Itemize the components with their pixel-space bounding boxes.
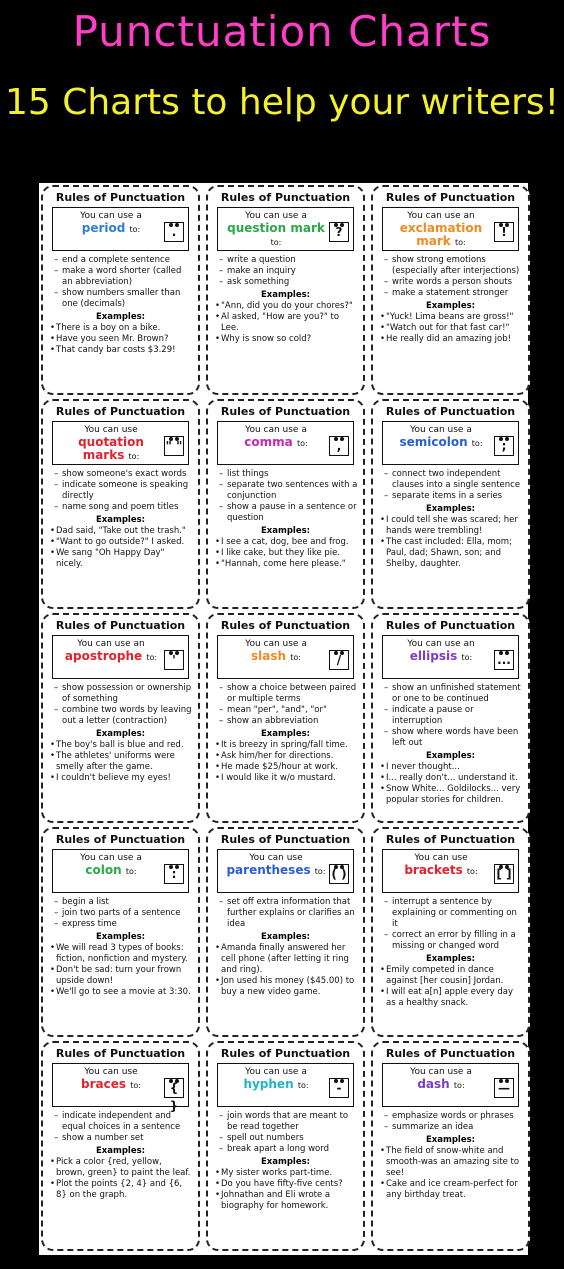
eyes-icon (333, 640, 345, 648)
example-item: • The boy's ball is blue and red. (50, 740, 193, 751)
examples-heading: Examples: (95, 312, 146, 322)
example-item: • Dad said, "Take out the trash." (50, 526, 193, 537)
use-item: – begin a list (54, 897, 193, 908)
example-item: • Ask him/her for directions. (215, 751, 358, 762)
punctuation-name (57, 222, 165, 236)
intro-text: You can use a (410, 1067, 472, 1077)
symbol-box: " " (164, 436, 184, 456)
punctuation-name (387, 222, 495, 249)
use-item: – join words that are meant to be read together (219, 1111, 358, 1133)
examples-heading: Examples: (425, 751, 476, 761)
punctuation-chart-card (41, 399, 200, 609)
uses-list (48, 683, 193, 727)
punctuation-chart-card (206, 1041, 365, 1251)
punctuation-chart-card (371, 399, 530, 609)
intro-text: You can use an (407, 639, 475, 649)
mark-label: comma (244, 435, 293, 449)
punctuation-chart-card (41, 613, 200, 823)
definition-box (52, 421, 189, 465)
mark-label: slash (251, 649, 287, 663)
punctuation-name (387, 650, 495, 664)
use-item: – list things (219, 469, 358, 480)
use-item: – name song and poem titles (54, 502, 193, 513)
to-label: to: (461, 653, 473, 662)
punctuation-name (57, 650, 165, 664)
examples-list (378, 762, 523, 806)
example-item: • That candy bar costs $3.29! (50, 345, 193, 356)
card-heading: Rules of Punctuation (220, 191, 351, 204)
examples-list (378, 965, 523, 1009)
symbol-box: . (164, 222, 184, 242)
examples-heading: Examples: (95, 729, 146, 739)
intro-text: You can use a (80, 853, 142, 863)
to-label: to: (296, 439, 308, 448)
examples-heading: Examples: (260, 1157, 311, 1167)
examples-list (213, 301, 358, 345)
card-heading: Rules of Punctuation (55, 405, 186, 418)
symbol-box: ... (494, 650, 514, 670)
mark-label: semicolon (399, 435, 468, 449)
card-heading: Rules of Punctuation (385, 191, 516, 204)
example-item: • There is a boy on a bike. (50, 323, 193, 334)
definition-box (382, 207, 519, 251)
mark-label: braces (81, 1077, 127, 1091)
eyes-icon (498, 426, 510, 434)
examples-list (48, 943, 193, 998)
uses-list (213, 1111, 358, 1155)
symbol-box: / (329, 650, 349, 670)
punctuation-name (57, 436, 165, 463)
punctuation-chart-card (41, 1041, 200, 1251)
example-item: • I never thought... (380, 762, 523, 773)
examples-heading: Examples: (425, 954, 476, 964)
examples-heading: Examples: (260, 526, 311, 536)
example-item: • My sister works part-time. (215, 1168, 358, 1179)
definition-box (382, 849, 519, 893)
card-heading: Rules of Punctuation (55, 1047, 186, 1060)
use-item: – set off extra information that further explains or clarifies an idea (219, 897, 358, 930)
intro-text: You can use a (245, 211, 307, 221)
mark-label: brackets (404, 863, 463, 877)
definition-box (382, 635, 519, 679)
use-item: – combine two words by leaving out a letter (contraction) (54, 705, 193, 727)
example-item: • The athletes' uniforms were smelly after the game. (50, 751, 193, 773)
use-item: – indicate independent and equal choices in a sentence (54, 1111, 193, 1133)
examples-list (48, 323, 193, 356)
mark-label: parentheses (226, 863, 311, 877)
example-item: • I would like it w/o mustard. (215, 773, 358, 784)
definition-box (217, 207, 354, 251)
definition-box (217, 849, 354, 893)
symbol-box: , (329, 436, 349, 456)
example-item: • "Watch out for that fast car!" (380, 323, 523, 334)
example-item: • "Ann, did you do your chores?" (215, 301, 358, 312)
card-heading: Rules of Punctuation (55, 619, 186, 632)
symbol-box: ? (329, 222, 349, 242)
example-item: • I like cake, but they like pie. (215, 548, 358, 559)
use-item: – indicate someone is speaking directly (54, 480, 193, 502)
mark-label: period (81, 221, 126, 235)
mark-label: exclamation mark (399, 221, 483, 248)
examples-heading: Examples: (95, 932, 146, 942)
uses-list (213, 255, 358, 288)
example-item: • The field of snow-white and smooth-was an amazing site to see! (380, 1146, 523, 1179)
examples-list (213, 740, 358, 784)
symbol-box: : (164, 864, 184, 884)
examples-list (213, 943, 358, 998)
eyes-icon (333, 212, 345, 220)
punctuation-chart-card (41, 185, 200, 395)
eyes-icon (498, 854, 510, 862)
charts-sheet (39, 183, 528, 1255)
page-subtitle: 15 Charts to help your writers! (4, 82, 560, 123)
example-item: • Have you seen Mr. Brown? (50, 334, 193, 345)
examples-list (378, 515, 523, 570)
example-item: • Snow White... Goldilocks... very popular stories for children. (380, 784, 523, 806)
definition-box (52, 849, 189, 893)
use-item: – make an inquiry (219, 266, 358, 277)
punctuation-chart-card (206, 185, 365, 395)
uses-list (378, 683, 523, 749)
punctuation-chart-card (206, 613, 365, 823)
example-item: • Pick a color {red, yellow, brown, green} to paint the leaf. (50, 1157, 193, 1179)
examples-list (48, 1157, 193, 1201)
example-item: • He made $25/hour at work. (215, 762, 358, 773)
eyes-icon (333, 854, 345, 862)
use-item: – summarize an idea (384, 1122, 523, 1133)
symbol-box: ( ) (329, 864, 349, 884)
eyes-icon (168, 854, 180, 862)
eyes-icon (498, 640, 510, 648)
intro-text: You can use a (245, 425, 307, 435)
examples-list (213, 537, 358, 570)
example-item: • He really did an amazing job! (380, 334, 523, 345)
example-item: • Jon used his money ($45.00) to buy a new video game. (215, 976, 358, 998)
eyes-icon (498, 212, 510, 220)
uses-list (48, 255, 193, 310)
use-item: – show a pause in a sentence or question (219, 502, 358, 524)
examples-heading: Examples: (260, 729, 311, 739)
use-item: – show an unfinished statement or one to be continued (384, 683, 523, 705)
use-item: – correct an error by filling in a missing or changed word (384, 930, 523, 952)
uses-list (213, 897, 358, 930)
examples-list (378, 312, 523, 345)
use-item: – make a statement stronger (384, 288, 523, 299)
example-item: • "Want to go outside?" I asked. (50, 537, 193, 548)
eyes-icon (168, 426, 180, 434)
intro-text: You can use a (245, 639, 307, 649)
use-item: – show where words have been left out (384, 727, 523, 749)
example-item: • Cake and ice cream-perfect for any birthday treat. (380, 1179, 523, 1201)
eyes-icon (168, 640, 180, 648)
punctuation-name (222, 864, 330, 878)
definition-box (217, 421, 354, 465)
page-title: Punctuation Charts (72, 7, 492, 56)
punctuation-chart-card (371, 613, 530, 823)
example-item: • Don't be sad: turn your frown upside down! (50, 965, 193, 987)
eyes-icon (333, 426, 345, 434)
example-item: • Johnathan and Eli wrote a biography for homework. (215, 1190, 358, 1212)
definition-box (52, 635, 189, 679)
intro-text: You can use an (407, 211, 475, 221)
examples-heading: Examples: (260, 290, 311, 300)
mark-label: quotation marks (78, 435, 144, 462)
use-item: – interrupt a sentence by explaining or commenting on it (384, 897, 523, 930)
definition-box (217, 1063, 354, 1107)
example-item: • Al asked, "How are you?" to Lee. (215, 312, 358, 334)
examples-heading: Examples: (425, 1135, 476, 1145)
uses-list (213, 469, 358, 524)
to-label: to: (454, 238, 466, 247)
example-item: • I see a cat, dog, bee and frog. (215, 537, 358, 548)
example-item: • I will eat a[n] apple every day as a healthy snack. (380, 987, 523, 1009)
card-heading: Rules of Punctuation (220, 405, 351, 418)
definition-box (52, 207, 189, 251)
use-item: – connect two independent clauses into a single sentence (384, 469, 523, 491)
symbol-box: { } (164, 1078, 184, 1098)
intro-text: You can use a (410, 425, 472, 435)
use-item: – separate two sentences with a conjunction (219, 480, 358, 502)
uses-list (378, 897, 523, 952)
definition-box (382, 421, 519, 465)
examples-heading: Examples: (425, 504, 476, 514)
example-item: • "Hannah, come here please." (215, 559, 358, 570)
punctuation-chart-card (41, 827, 200, 1037)
use-item: – write words a person shouts (384, 277, 523, 288)
to-label: to: (128, 452, 140, 461)
intro-text: You can use (84, 1067, 138, 1077)
intro-text: You can use (414, 853, 468, 863)
example-item: • We'll go to see a movie at 3:30. (50, 987, 193, 998)
to-label: to: (130, 1081, 141, 1090)
use-item: – break apart a long word (219, 1144, 358, 1155)
use-item: – show numbers smaller than one (decimals) (54, 288, 193, 310)
to-label: to: (466, 867, 478, 876)
example-item: • We sang "Oh Happy Day" nicely. (50, 548, 193, 570)
symbol-box: - (329, 1078, 349, 1098)
use-item: – emphasize words or phrases (384, 1111, 523, 1122)
card-heading: Rules of Punctuation (220, 619, 351, 632)
examples-list (48, 740, 193, 784)
uses-list (48, 1111, 193, 1144)
examples-heading: Examples: (95, 515, 146, 525)
card-heading: Rules of Punctuation (385, 405, 516, 418)
punctuation-name (222, 222, 330, 249)
use-item: – ask something (219, 277, 358, 288)
to-label: to: (129, 225, 141, 234)
use-item: – show an abbreviation (219, 716, 358, 727)
use-item: – express time (54, 919, 193, 930)
example-item: • "Yuck! Lima beans are gross!" (380, 312, 523, 323)
examples-heading: Examples: (425, 301, 476, 311)
use-item: – write a question (219, 255, 358, 266)
example-item: • Amanda finally answered her cell phone (after letting it ring and ring). (215, 943, 358, 976)
example-item: • I... really don't... understand it. (380, 773, 523, 784)
punctuation-name (57, 864, 165, 878)
to-label: to: (125, 867, 137, 876)
uses-list (378, 255, 523, 299)
use-item: – show a number set (54, 1133, 193, 1144)
intro-text: You can use a (245, 1067, 307, 1077)
examples-heading: Examples: (260, 932, 311, 942)
punctuation-name (222, 650, 330, 664)
use-item: – end a complete sentence (54, 255, 193, 266)
use-item: – make a word shorter (called an abbreviation) (54, 266, 193, 288)
mark-label: apostrophe (64, 649, 143, 663)
card-heading: Rules of Punctuation (220, 1047, 351, 1060)
card-heading: Rules of Punctuation (385, 619, 516, 632)
card-heading: Rules of Punctuation (385, 1047, 516, 1060)
mark-label: ellipsis (409, 649, 458, 663)
charts-grid (41, 185, 530, 1251)
symbol-box: ; (494, 436, 514, 456)
punctuation-name (387, 1078, 495, 1092)
to-label: to: (290, 653, 301, 662)
example-item: • I couldn't believe my eyes! (50, 773, 193, 784)
to-label: to: (297, 1081, 309, 1090)
example-item: • Do you have fifty-five cents? (215, 1179, 358, 1190)
to-label: to: (471, 439, 483, 448)
intro-text: You can use an (77, 639, 145, 649)
eyes-icon (168, 1068, 180, 1076)
symbol-box: [ ] (494, 864, 514, 884)
use-item: – mean "per", "and", "or" (219, 705, 358, 716)
punctuation-chart-card (206, 827, 365, 1037)
example-item: • Emily competed in dance against [her cousin] Jordan. (380, 965, 523, 987)
use-item: – show possession or ownership of something (54, 683, 193, 705)
definition-box (217, 635, 354, 679)
use-item: – spell out numbers (219, 1133, 358, 1144)
symbol-box: ' (164, 650, 184, 670)
to-label: to: (270, 238, 282, 247)
uses-list (48, 897, 193, 930)
card-heading: Rules of Punctuation (385, 833, 516, 846)
uses-list (48, 469, 193, 513)
punctuation-chart-card (206, 399, 365, 609)
to-label: to: (146, 653, 158, 662)
use-item: – separate items in a series (384, 491, 523, 502)
examples-heading: Examples: (95, 1146, 146, 1156)
uses-list (378, 469, 523, 502)
definition-box (382, 1063, 519, 1107)
punctuation-name (387, 436, 495, 450)
intro-text: You can use (249, 853, 303, 863)
symbol-box: ! (494, 222, 514, 242)
use-item: – show someone's exact words (54, 469, 193, 480)
card-heading: Rules of Punctuation (55, 833, 186, 846)
example-item: • The cast included: Ella, mom; Paul, dad; Shawn, son; and Shelby, daughter. (380, 537, 523, 570)
mark-label: dash (417, 1077, 450, 1091)
card-heading: Rules of Punctuation (55, 191, 186, 204)
card-heading: Rules of Punctuation (220, 833, 351, 846)
eyes-icon (498, 1068, 510, 1076)
eyes-icon (333, 1068, 345, 1076)
examples-list (48, 526, 193, 570)
examples-list (213, 1168, 358, 1212)
intro-text: You can use a (80, 211, 142, 221)
examples-list (378, 1146, 523, 1201)
punctuation-name (57, 1078, 165, 1092)
to-label: to: (453, 1081, 465, 1090)
example-item: • We will read 3 types of books: fiction, nonfiction and mystery. (50, 943, 193, 965)
uses-list (213, 683, 358, 727)
punctuation-chart-card (371, 827, 530, 1037)
use-item: – show strong emotions (especially after interjections) (384, 255, 523, 277)
punctuation-chart-card (371, 1041, 530, 1251)
definition-box (52, 1063, 189, 1113)
to-label: to: (314, 867, 326, 876)
punctuation-name (222, 1078, 330, 1092)
example-item: • I could tell she was scared; her hands were trembling! (380, 515, 523, 537)
intro-text: You can use (84, 425, 138, 435)
eyes-icon (168, 212, 180, 220)
symbol-box: — (494, 1078, 514, 1098)
punctuation-name (387, 864, 495, 878)
example-item: • Why is snow so cold? (215, 334, 358, 345)
use-item: – join two parts of a sentence (54, 908, 193, 919)
mark-label: hyphen (243, 1077, 294, 1091)
example-item: • Plot the points {2, 4} and {6, 8} on the graph. (50, 1179, 193, 1201)
punctuation-chart-card (371, 185, 530, 395)
punctuation-name (222, 436, 330, 450)
mark-label: colon (85, 863, 122, 877)
uses-list (378, 1111, 523, 1133)
use-item: – indicate a pause or interruption (384, 705, 523, 727)
mark-label: question mark (227, 221, 325, 235)
use-item: – show a choice between paired or multiple terms (219, 683, 358, 705)
example-item: • It is breezy in spring/fall time. (215, 740, 358, 751)
